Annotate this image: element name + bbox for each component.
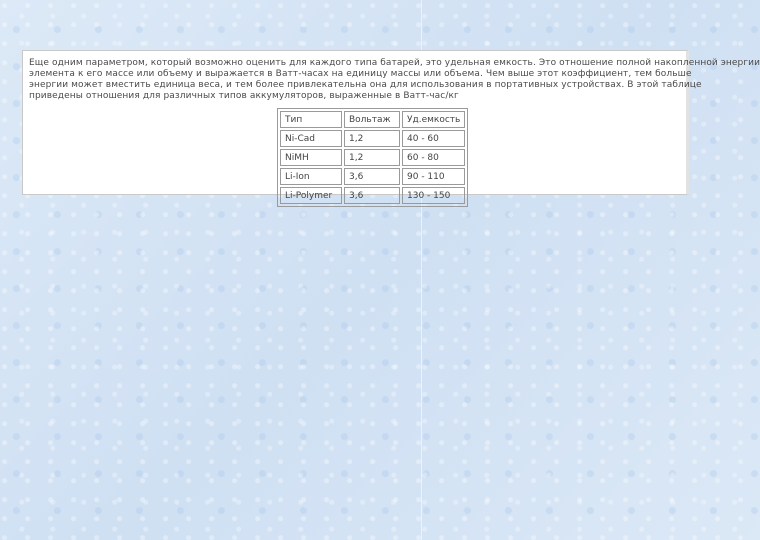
cell-capacity: 130 - 150 [402,187,465,204]
header-capacity: Уд.емкость [402,111,465,128]
cell-voltage: 3,6 [344,187,400,204]
table-row [280,149,465,166]
cell-type: Li-Ion [280,168,342,185]
cell-type: NiMH [280,149,342,166]
header-type: Тип [280,111,342,128]
table-header-row [280,111,465,128]
cell-capacity: 90 - 110 [402,168,465,185]
paragraph-line: элемента к его массе или объему и выражается в Ватт-часах на единицу массы или объема. Чем выше этот коэффициент, тем больше [29,69,692,79]
table-row [280,168,465,185]
header-voltage: Вольтаж [344,111,400,128]
table-row [280,130,465,147]
cell-voltage: 1,2 [344,149,400,166]
cell-type: Ni-Cad [280,130,342,147]
paragraph-line: приведены отношения для различных типов аккумуляторов, выраженные в Ватт-час/кг [29,91,459,101]
cell-voltage: 1,2 [344,130,400,147]
paragraph-line: Еще одним параметром, который возможно оценить для каждого типа батарей, это удельная емкость. Это отношение полной накопленной энергии [29,58,760,68]
cell-capacity: 60 - 80 [402,149,465,166]
table-row [280,187,465,204]
paragraph [23,51,760,102]
cell-voltage: 3,6 [344,168,400,185]
paragraph-line: энергии может вместить единица веса, и тем более привлекательна она для использования в портативных устройствах. В этой таблице [29,80,702,90]
document-panel [22,50,760,201]
cell-type: Li-Polymer [280,187,342,204]
battery-table [277,108,468,207]
cell-capacity: 40 - 60 [402,130,465,147]
